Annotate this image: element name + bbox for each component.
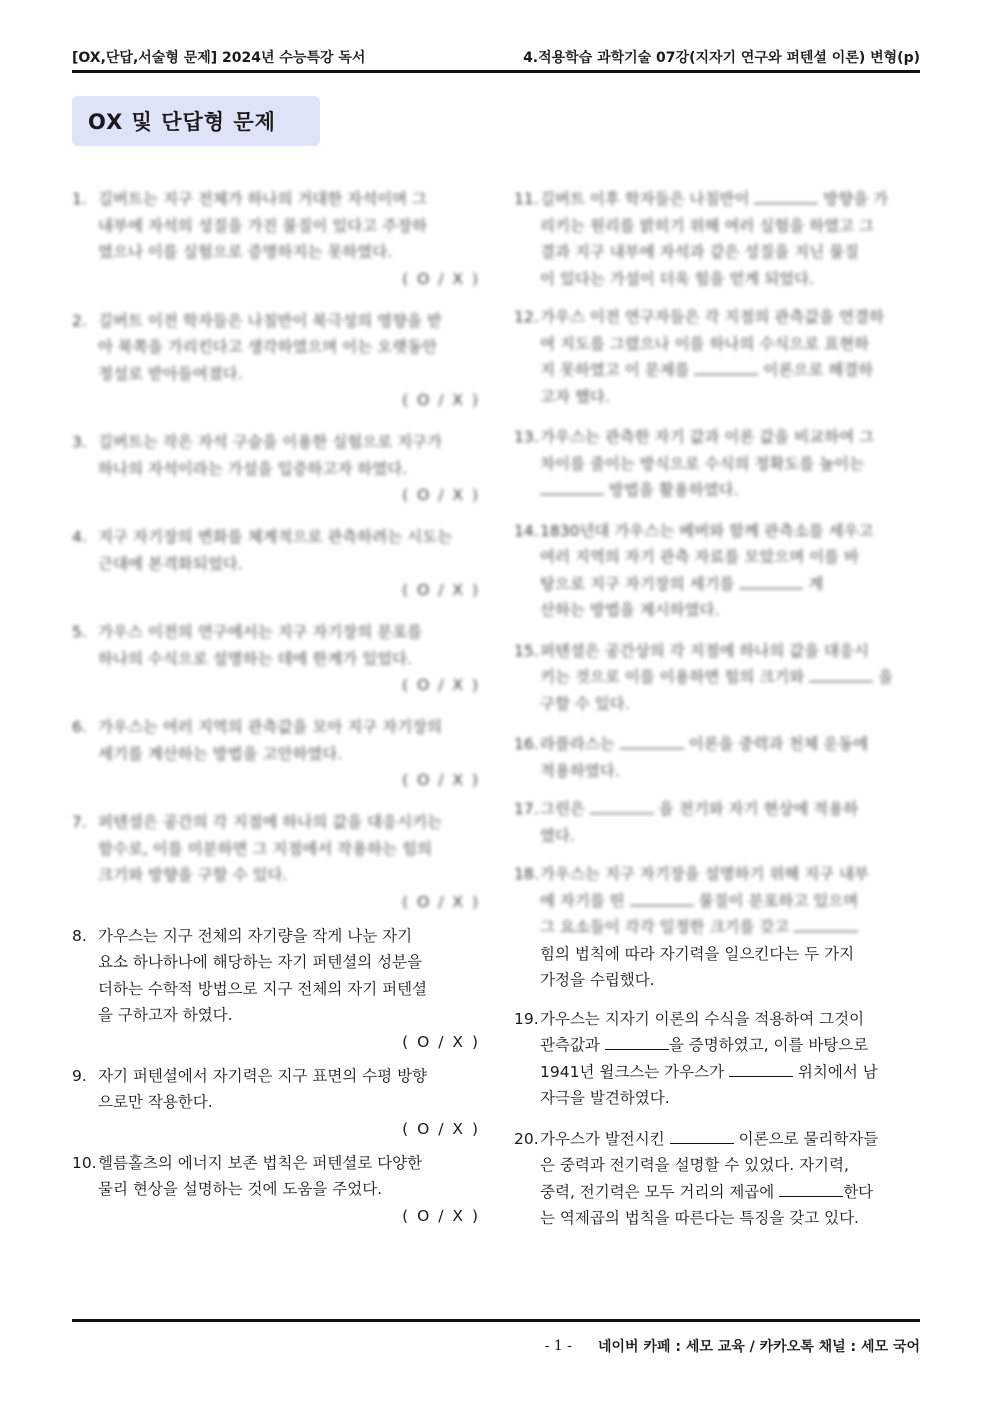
question-line: 가우스 이전의 연구에서는 지구 자기장의 분포를 [98, 623, 423, 641]
answer-blank [739, 572, 803, 589]
question-line: 그린은 을 전기와 자기 현상에 적용하 [540, 796, 922, 823]
question-line: 함수로, 이를 미분하면 그 지점에서 작용하는 힘의 [98, 839, 432, 858]
question-number: 13. [514, 428, 539, 446]
question-text [540, 638, 922, 718]
question-text [98, 1063, 480, 1116]
question-line: 방법을 활용하였다. [540, 477, 922, 504]
question-line: 여러 지역의 자기 관측 자료를 모았으며 이를 바 [540, 548, 859, 566]
question-text [98, 524, 480, 577]
question-line: 지구 자기장의 변화를 체계적으로 관측하려는 시도는 [98, 528, 453, 546]
question-line: 가정을 수립했다. [540, 971, 655, 989]
question-text [540, 186, 922, 292]
question-number: 11. [514, 190, 539, 208]
question-line: 힘의 법칙에 따라 자기력을 일으킨다는 두 가지 [540, 944, 855, 963]
question-line: 결과 지구 내부에 자석과 같은 성질을 지닌 물질 [540, 243, 859, 261]
question-line: 길버트는 작은 자석 구슬을 이용한 실험으로 지구가 [98, 433, 442, 451]
question-text [98, 186, 480, 266]
question-text [98, 923, 480, 1029]
ox-answer-choice[interactable]: ( O / X ) [402, 486, 480, 504]
question-item [72, 308, 480, 414]
page-header [72, 44, 920, 70]
answer-blank [779, 1180, 843, 1197]
question-number: 9. [72, 1066, 87, 1085]
question-line: 1830년대 가우스는 베버와 함께 관측소를 세우고 [540, 521, 874, 540]
question-line: 가우스 이전 연구자들은 각 지점의 관측값을 연결하 [540, 308, 884, 326]
question-line: 크기와 방향을 구할 수 있다. [98, 866, 288, 884]
question-line: 가우스는 지구 자기장을 설명하기 위해 지구 내부 [540, 865, 870, 883]
section-title: OX 및 단답형 문제 [88, 110, 276, 134]
question-line: 가우스는 지구 전체의 자기량을 작게 나눈 자기 [98, 926, 413, 945]
question-line: 리키는 원리를 밝히기 위해 여러 실험을 하였고 그 [540, 216, 874, 235]
answer-blank [794, 915, 858, 932]
question-item [72, 923, 480, 1055]
question-line: 는 역제곱의 법칙을 따른다는 특징을 갖고 있다. [540, 1209, 859, 1227]
header-right-title: 4.적용학습 과학기술 07강(지자기 연구와 퍼텐셜 이론) 변형(p) [523, 50, 920, 66]
question-item [514, 796, 922, 849]
question-line: 더하는 수학적 방법으로 지구 전체의 자기 퍼텐셜 [98, 979, 428, 998]
question-text [540, 304, 922, 410]
question-line: 산하는 방법을 제시하였다. [540, 601, 720, 619]
question-item [514, 731, 922, 784]
question-item [514, 1006, 922, 1112]
ox-answer-choice[interactable]: ( O / X ) [402, 391, 480, 409]
question-line: 관측값과 을 증명하였고, 이를 바탕으로 [540, 1032, 922, 1059]
question-line: 길버트 이전 학자들은 나침반이 북극성의 영향을 받 [98, 311, 442, 330]
question-number: 7. [72, 813, 87, 831]
question-text [98, 429, 480, 482]
question-line: 으로만 작용한다. [98, 1093, 213, 1111]
question-line: 아 북쪽을 가리킨다고 생각하였으며 이는 오랫동안 [98, 338, 438, 356]
question-line: 자기 퍼텐셜에서 자기력은 지구 표면의 수평 방향 [98, 1066, 428, 1085]
question-line: 고자 했다. [540, 387, 610, 406]
question-number: 6. [72, 718, 87, 736]
question-number: 17. [514, 800, 539, 818]
question-line: 차이를 줄이는 방식으로 수식의 정확도를 높이는 [540, 454, 865, 473]
question-item [514, 424, 922, 504]
question-line: 여 지도를 그렸으나 이를 하나의 수식으로 표현하 [540, 334, 870, 353]
question-line: 키는 것으로 이를 이용하면 힘의 크기와 을 [540, 664, 922, 691]
question-line: 정설로 받아들여졌다. [98, 364, 243, 383]
question-line: 퍼텐셜은 공간의 각 지점에 하나의 값을 대응시키는 [98, 813, 442, 831]
section-title-box [72, 96, 320, 146]
question-item [514, 304, 922, 410]
question-item [514, 1126, 922, 1232]
ox-answer-choice[interactable]: ( O / X ) [402, 676, 480, 694]
answer-blank [754, 187, 818, 204]
question-item [72, 186, 480, 292]
question-line: 가우스는 관측한 자기 값과 이론 값을 비교하여 그 [540, 428, 874, 446]
question-item [72, 809, 480, 915]
question-text [540, 796, 922, 849]
question-line: 였으나 이를 실험으로 증명하지는 못하였다. [98, 243, 393, 261]
question-line: 지 못하였고 이 문제를 이론으로 해결하 [540, 357, 922, 384]
question-text [540, 941, 922, 994]
question-number: 1. [72, 190, 87, 208]
ox-answer-choice[interactable]: ( O / X ) [402, 1119, 480, 1138]
question-number: 4. [72, 528, 87, 546]
question-line: 탕으로 지구 자기장의 세기를 계 [540, 571, 922, 598]
question-number: 5. [72, 623, 87, 641]
answer-blank [694, 358, 758, 375]
question-line: 자극을 발견하였다. [540, 1089, 670, 1107]
question-item [514, 518, 922, 624]
question-line: 중력, 전기력은 모두 거리의 제곱에 한다 [540, 1179, 922, 1206]
question-number: 2. [72, 311, 87, 330]
question-line: 을 구하고자 하였다. [98, 1006, 233, 1024]
question-text [98, 1150, 480, 1203]
question-line: 길버트 이후 학자들은 나침반이 방향을 가 [540, 186, 922, 213]
question-line: 가우스가 발전시킨 이론으로 물리학자들 [540, 1126, 922, 1153]
footer-contact: 네이버 카페 : 세모 교육 / 카카오톡 채널 : 세모 국어 [597, 1339, 920, 1355]
question-number: 8. [72, 926, 87, 945]
question-number: 12. [514, 308, 539, 326]
header-divider [72, 70, 920, 73]
answer-blank [540, 478, 604, 495]
page-footer [545, 1336, 920, 1356]
question-line: 요소 하나하나에 해당하는 자기 퍼텐셜의 성분을 [98, 953, 423, 971]
right-question-column [514, 186, 922, 1232]
question-line: 헬름홀츠의 에너지 보존 법칙은 퍼텐셜로 다양한 [98, 1153, 423, 1172]
question-text [540, 1126, 922, 1232]
question-number: 16. [514, 735, 539, 753]
question-item [514, 638, 922, 718]
question-text [540, 861, 922, 941]
question-item [72, 1150, 480, 1229]
answer-blank [605, 1033, 669, 1050]
question-item [72, 1063, 480, 1142]
ox-answer-choice[interactable]: ( O / X ) [402, 1206, 480, 1225]
question-item [72, 429, 480, 508]
question-line: 에 자기를 띤 물질이 분포하고 있으며 [540, 888, 922, 915]
question-item [72, 714, 480, 793]
ox-answer-choice[interactable]: ( O / X ) [402, 1032, 480, 1051]
question-number: 15. [514, 641, 539, 660]
page-number: - 1 - [544, 1338, 572, 1354]
question-line: 라플라스는 이론을 중력과 천체 운동에 [540, 731, 922, 758]
question-text [98, 308, 480, 388]
answer-blank [620, 732, 684, 749]
question-line: 물리 현상을 설명하는 것에 도움을 주었다. [98, 1180, 383, 1198]
header-left-title: [OX,단답,서술형 문제] 2024년 수능특강 독서 [72, 50, 366, 66]
question-item [514, 941, 922, 994]
question-item [514, 186, 922, 292]
question-line: 퍼텐셜은 공간상의 각 지점에 하나의 값을 대응시 [540, 641, 870, 660]
footer-divider [72, 1319, 920, 1322]
ox-answer-choice[interactable]: ( O / X ) [402, 581, 480, 599]
question-line: 하나의 수식으로 설명하는 데에 한계가 있었다. [98, 649, 413, 668]
question-item [72, 619, 480, 698]
question-text [540, 1006, 922, 1112]
question-line: 그 요소들이 각각 일정한 크기를 갖고 [540, 914, 922, 941]
answer-blank [809, 665, 873, 682]
question-line: 1941년 윌크스는 가우스가 위치에서 남 [540, 1059, 922, 1086]
question-line: 였다. [540, 826, 575, 845]
question-number: 19. [514, 1009, 539, 1028]
question-text [540, 731, 922, 784]
question-line: 적용하였다. [540, 761, 620, 780]
question-text [98, 714, 480, 767]
answer-blank [670, 1127, 734, 1144]
ox-answer-choice[interactable]: ( O / X ) [402, 892, 480, 911]
question-number: 10. [72, 1153, 97, 1172]
question-number: 18. [514, 865, 539, 883]
question-line: 은 중력과 전기력을 설명할 수 있었다. 자기력, [540, 1156, 849, 1174]
question-line: 이 있다는 가설이 더욱 힘을 얻게 되었다. [540, 269, 815, 288]
question-text [540, 518, 922, 624]
question-item [514, 861, 922, 941]
question-line: 구할 수 있다. [540, 694, 630, 713]
question-text [98, 619, 480, 672]
question-number: 3. [72, 433, 87, 451]
question-line: 하나의 자석이라는 가설을 입증하고자 하였다. [98, 459, 408, 478]
question-item [72, 524, 480, 603]
answer-blank [590, 797, 654, 814]
question-line: 근대에 본격화되었다. [98, 554, 243, 573]
ox-answer-choice[interactable]: ( O / X ) [402, 771, 480, 789]
left-question-column [72, 186, 480, 1229]
question-line: 길버트는 지구 전체가 하나의 거대한 자석이며 그 [98, 190, 428, 208]
question-text [98, 809, 480, 889]
question-line: 가우스는 여러 지역의 관측값을 모아 지구 자기장의 [98, 718, 442, 736]
ox-answer-choice[interactable]: ( O / X ) [402, 269, 480, 288]
answer-blank [729, 1060, 793, 1077]
question-line: 내부에 자석의 성질을 가진 물질이 있다고 주장하 [98, 216, 428, 235]
question-number: 20. [514, 1129, 539, 1148]
question-line: 가우스는 지자기 이론의 수식을 적용하여 그것이 [540, 1009, 865, 1028]
question-line: 세기를 계산하는 방법을 고안하였다. [98, 744, 343, 763]
answer-blank [630, 889, 694, 906]
question-text [540, 424, 922, 504]
question-number: 14. [514, 521, 539, 540]
